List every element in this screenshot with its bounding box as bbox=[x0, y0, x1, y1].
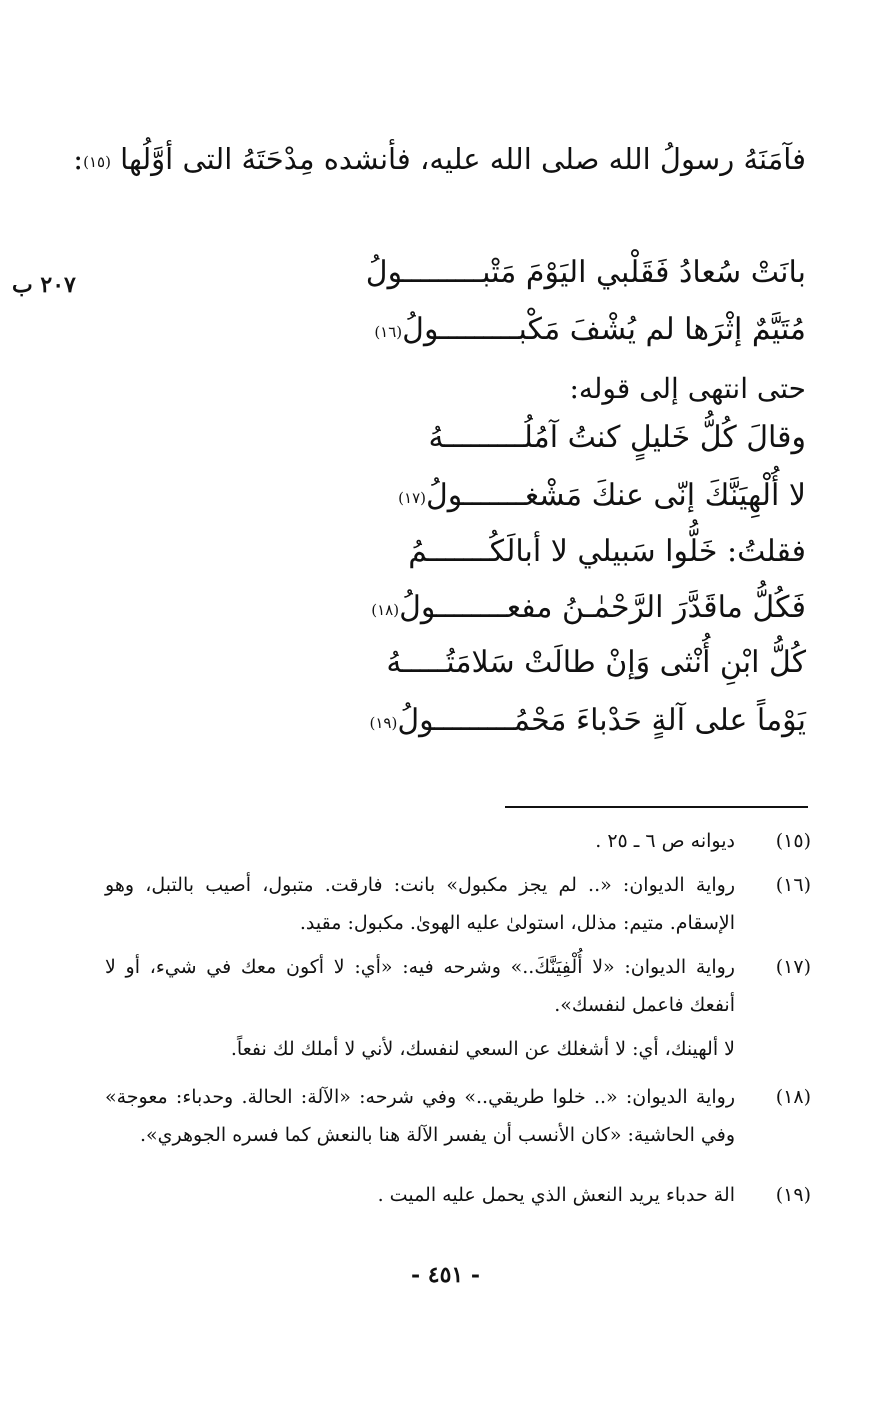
margin-folio-note: ٢٠٧ ب bbox=[12, 272, 76, 298]
footnote-number: (١٨) bbox=[775, 1086, 811, 1108]
verse-text: بانَتْ سُعادُ فَقَلْبي اليَوْمَ مَتْبـــــــــولُ bbox=[365, 255, 806, 290]
footnote-text: الة حدباء يريد النعش الذي يحمل عليه الميت . bbox=[377, 1184, 735, 1206]
verse-line bbox=[398, 478, 806, 513]
page-number: - ٤٥١ - bbox=[410, 1262, 481, 1288]
verse-line bbox=[386, 645, 806, 680]
footnote-separator bbox=[505, 806, 808, 808]
footnote-ref-19: (١٩) bbox=[369, 714, 398, 732]
verse-line bbox=[369, 703, 806, 738]
footnote-text: لا ألهينك، أي: لا أشغلك عن السعي لنفسك، لأني لا أملك لك نفعاً. bbox=[230, 1038, 735, 1060]
footnote-text: رواية الديوان: «.. لم يجز مكبول» بانت: فارقت. متبول، أصيب بالتبل، وهو الإسقام. متيم: مذلل، استولىٰ عليه الهوىٰ. مكبول: مقيد. bbox=[105, 874, 735, 934]
verse-text: فقلتُ: خَلُّوا سَبيلي لا أبالَكُـــــــمُ bbox=[408, 534, 806, 569]
footnote-ref-18: (١٨) bbox=[371, 601, 400, 619]
footnote-16 bbox=[105, 866, 811, 942]
intro-text: فآمَنَهُ رسولُ الله صلى الله عليه، فأنشده مِدْحَتَهُ التى أوَّلُها bbox=[120, 142, 806, 176]
footnote-number: (١٥) bbox=[775, 830, 811, 852]
verse-line bbox=[429, 420, 806, 455]
verse-line bbox=[408, 534, 806, 569]
footnote-text: رواية الديوان: «.. خلوا طريقي..» وفي شرحه: «الآلة: الحالة. وحدباء: معوجة» وفي الحاشية: «كان الأنسب أن يفسر الآلة هنا بالنعش كما فسره الجوهري». bbox=[105, 1086, 735, 1146]
verse-text: مُتَيَّمٌ إثْرَها لم يُشْفَ مَكْبـــــــــولُ bbox=[402, 312, 806, 347]
verse-text: يَوْماً على آلةٍ حَدْباءَ مَحْمُـــــــــولُ bbox=[397, 703, 806, 738]
footnote-number: (١٧) bbox=[775, 956, 811, 978]
intro-colon: : bbox=[73, 142, 84, 176]
verse-text: كُلُّ ابْنِ أُنْثى وَإنْ طالَتْ سَلامَتُـــــهُ bbox=[386, 645, 806, 680]
footnote-18 bbox=[105, 1078, 811, 1154]
footnote-15 bbox=[105, 822, 811, 860]
verse-line bbox=[374, 312, 806, 347]
footnote-ref-15: (١٥) bbox=[83, 153, 111, 171]
footnote-ref-17: (١٧) bbox=[398, 489, 426, 507]
footnote-number: (١٩) bbox=[775, 1184, 811, 1206]
verse-text: فَكُلُّ ماقَدَّرَ الرَّحْمٰـنُ مفعــــــــولُ bbox=[399, 590, 806, 625]
footnote-text: ديوانه ص ٦ ـ ٢٥ . bbox=[595, 830, 735, 852]
verse-text: لا أُلْهِيَنَّكَ إنّى عنكَ مَشْغـــــــولُ bbox=[426, 478, 806, 513]
footnote-17 bbox=[105, 948, 811, 1068]
verse-line bbox=[366, 255, 806, 290]
footnote-text: رواية الديوان: «لا أُلْفِيَنَّكَ..» وشرحه فيه: «أي: لا أكون معك في شيء، أو لا أنفعك فاعمل لنفسك». bbox=[105, 956, 735, 1016]
intro-line bbox=[73, 142, 806, 176]
transition-line: حتى انتهى إلى قوله: bbox=[569, 372, 806, 405]
verse-line bbox=[371, 590, 806, 625]
footnote-ref-16: (١٦) bbox=[374, 323, 403, 341]
footnote-number: (١٦) bbox=[775, 874, 811, 896]
footnote-19 bbox=[105, 1176, 811, 1214]
verse-text: وقالَ كُلُّ خَليلٍ كنتُ آمُلُـــــــــهُ bbox=[428, 420, 806, 455]
